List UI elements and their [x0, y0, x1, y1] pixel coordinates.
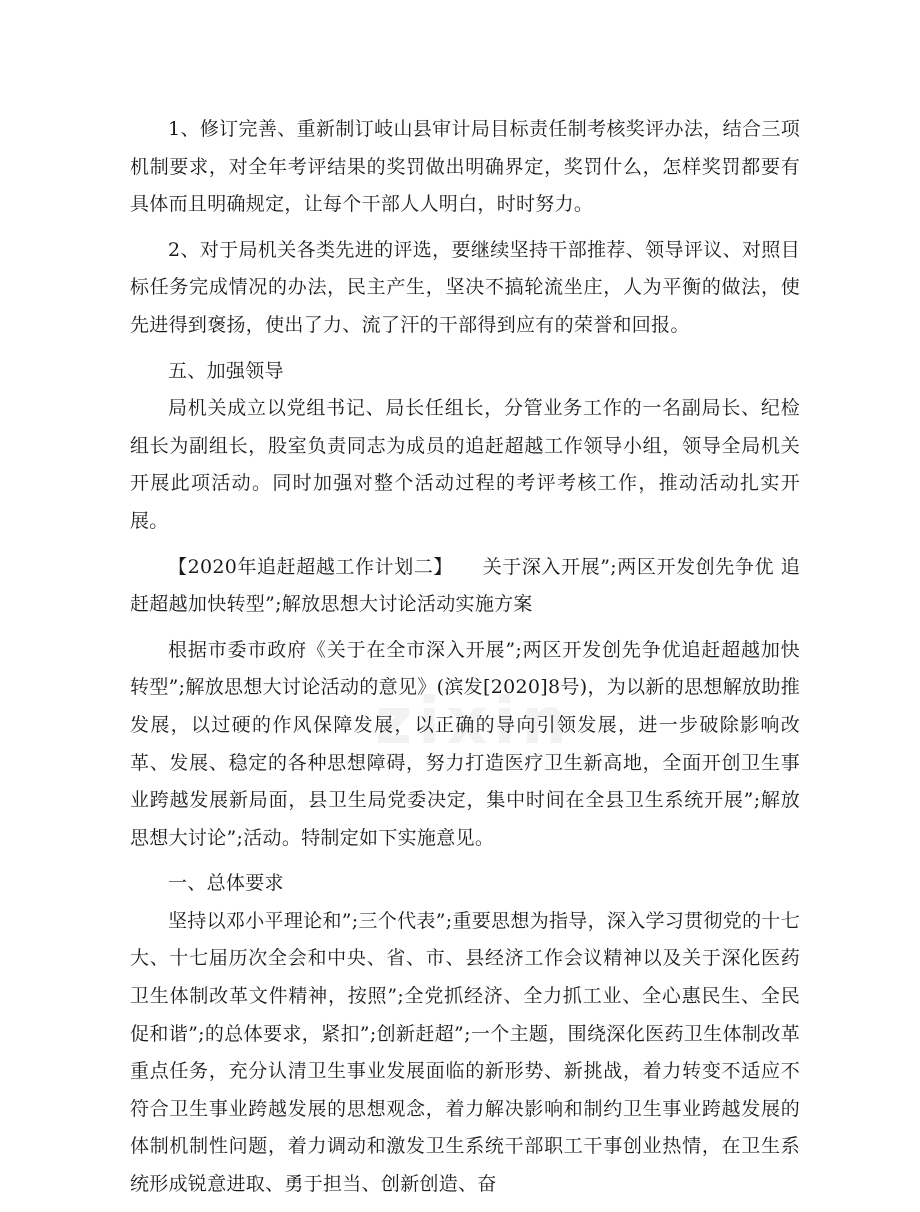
section-heading-requirements: 一、总体要求 [168, 872, 284, 895]
paragraph-4: 根据市委市政府《关于在全市深入开展”;两区开发创先争优追赶超越加快转型”;解放思想大讨论活动的意见》(滨发[2020]8号)，为以新的思想解放助推发展，以过硬的作风保障发展，以正确的导向引领发展，进一步破除影响改革、发展、稳定的各种思想障碍，努力打造医疗卫生新高地，全面开创卫生事业跨越发展新局面，县卫生局党委决定，集中时间在全县卫生系统开展”;解放思想大讨论”;活动。特制定如下实施意见。 [130, 638, 800, 849]
paragraph-1: 1、修订完善、重新制订岐山县审计局目标责任制考核奖评办法，结合三项机制要求，对全年考评结果的奖罚做出明确界定，奖罚什么，怎样奖罚都要有具体而且明确规定，让每个干部人人明白，时时努力。 [130, 118, 800, 216]
document-page [130, 111, 800, 1212]
watermark-text: zixin [375, 685, 573, 759]
section-heading-leadership: 五、加强领导 [168, 359, 284, 382]
paragraph-3: 局机关成立以党组书记、局长任组长，分管业务工作的一名副局长、纪检组长为副组长，股室负责同志为成员的追赶超越工作领导小组，领导全局机关开展此项活动。同时加强对整个活动过程的考评考核工作，推动活动扎实开展。 [130, 397, 800, 532]
plan-title: 【2020年追赶超越工作计划二】 关于深入开展”;两区开发创先争优 追赶超越加快转型”;解放思想大讨论活动实施方案 [130, 555, 800, 616]
paragraph-2: 2、对于局机关各类先进的评选，要继续坚持干部推荐、领导评议、对照目标任务完成情况的办法，民主产生，坚决不搞轮流坐庄，人为平衡的做法，使先进得到褒扬，使出了力、流了汗的干部得到应有的荣誉和回报。 [130, 238, 800, 336]
paragraph-5: 坚持以邓小平理论和”;三个代表”;重要思想为指导，深入学习贯彻党的十七大、十七届历次全会和中央、省、市、县经济工作会议精神以及关于深化医药卫生体制改革文件精神，按照”;全党抓经济、全力抓工业、全心惠民生、全民促和谐”;的总体要求，紧扣”;创新赶超”;一个主题，围绕深化医药卫生体制改革重点任务，充分认清卫生事业发展面临的新形势、新挑战，着力转变不适应不符合卫生事业跨越发展的思想观念，着力解决影响和制约卫生事业跨越发展的体制机制性问题，着力调动和激发卫生系统干部职工干事创业热情，在卫生系统形成锐意进取、勇于担当、创新创造、奋 [130, 909, 800, 1196]
